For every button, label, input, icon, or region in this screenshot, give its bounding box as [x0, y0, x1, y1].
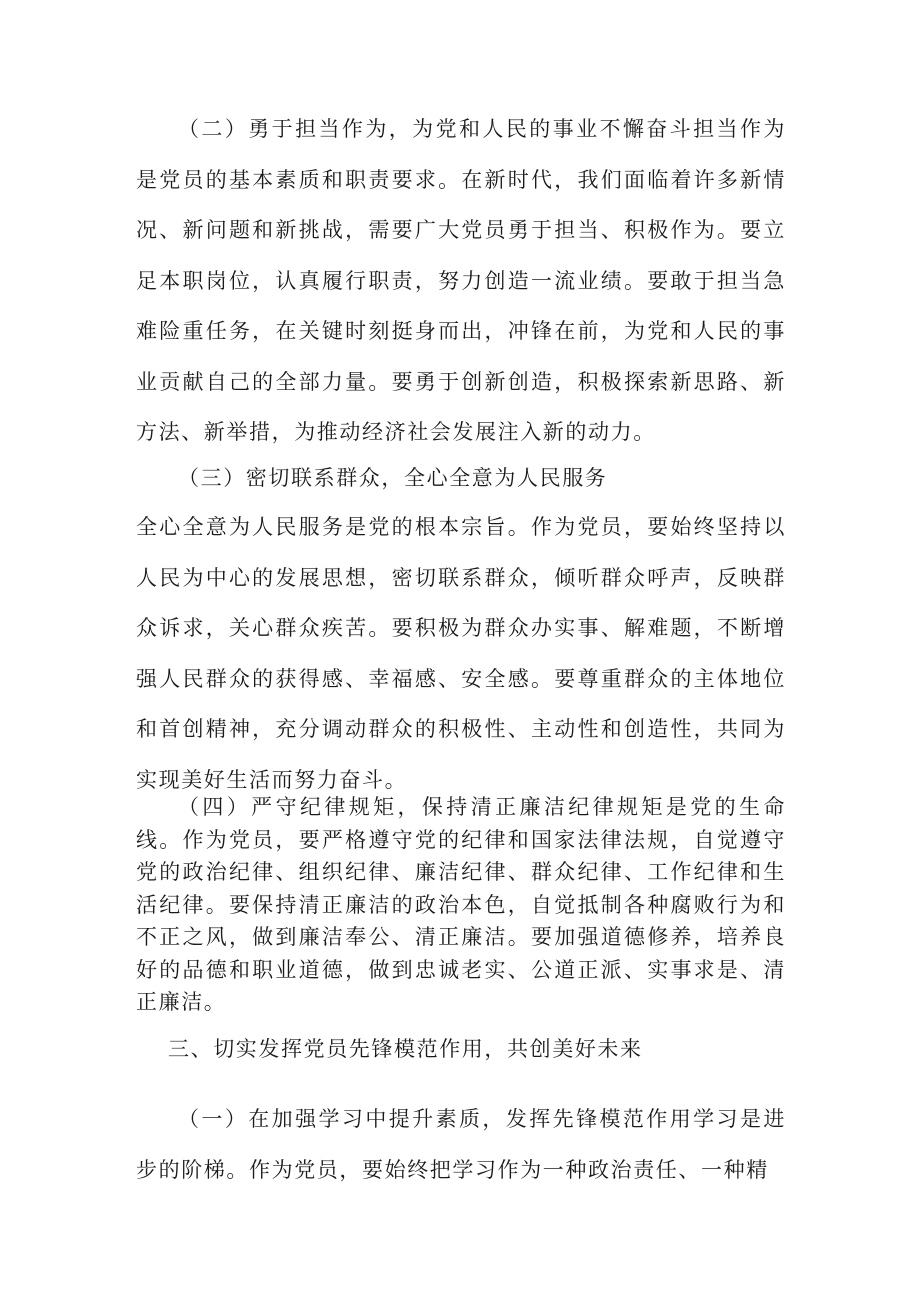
heading-section-3: 三、切实发挥党员先锋模范作用，共创美好未来	[168, 1037, 643, 1061]
paragraph-section-3-1: （一）在加强学习中提升素质，发挥先锋模范作用学习是进步的阶梯。作为党员，要始终把学习作为一种政治责任、一种精	[136, 1107, 786, 1182]
paragraph-section-2-2: （二）勇于担当作为，为党和人民的事业不懈奋斗担当作为是党员的基本素质和职责要求。在新时代，我们面临着许多新情况、新问题和新挑战，需要广大党员勇于担当、积极作为。要立足本职岗位，认真履行职责，努力创造一流业绩。要敢于担当急难险重任务，在关键时刻挺身而出，冲锋在前，为党和人民的事业贡献自己的全部力量。要勇于创新创造，积极探索新思路、新方法、新举措，为推动经济社会发展注入新的动力。	[136, 117, 786, 444]
paragraph-section-2-3: 全心全意为人民服务是党的根本宗旨。作为党员，要始终坚持以人民为中心的发展思想，密切联系群众，倾听群众呼声，反映群众诉求，关心群众疾苦。要积极为群众办实事、解难题，不断增强人民群众的获得感、幸福感、安全感。要尊重群众的主体地位和首创精神，充分调动群众的积极性、主动性和创造性，共同为实现美好生活而努力奋斗。	[136, 515, 786, 792]
heading-section-2-3: （三）密切联系群众，全心全意为人民服务	[178, 466, 608, 490]
paragraph-section-2-4: （四）严守纪律规矩，保持清正廉洁纪律规矩是党的生命线。作为党员，要严格遵守党的纪律和国家法律法规，自觉遵守党的政治纪律、组织纪律、廉洁纪律、群众纪律、工作纪律和生活纪律。要保持清正廉洁的政治本色，自觉抵制各种腐败行为和不正之风，做到廉洁奉公、清正廉洁。要加强道德修养，培养良好的品德和职业道德，做到忠诚老实、公道正派、实事求是、清正廉洁。	[136, 795, 786, 1014]
